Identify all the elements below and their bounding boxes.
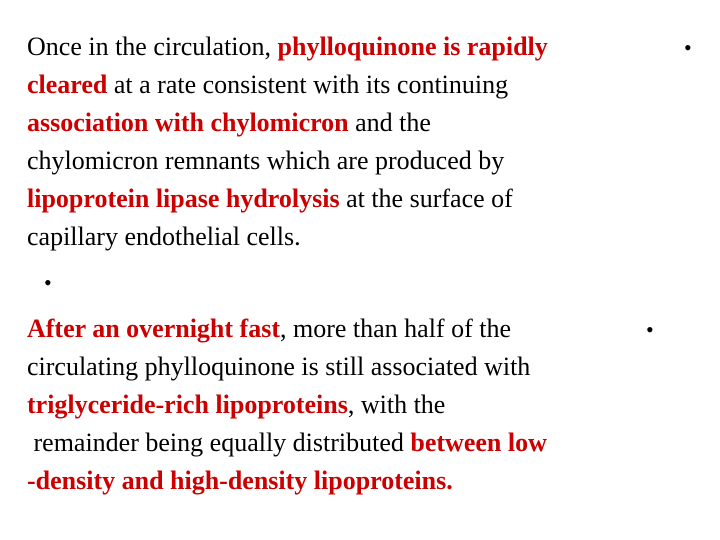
highlight-run: -density and high-density lipoproteins. (27, 466, 453, 495)
text-run: at a rate consistent with its continuing (107, 70, 509, 99)
highlight-run: between low (410, 428, 547, 457)
text-run: , more than half of the (279, 314, 512, 343)
para2-line-2 (27, 352, 530, 382)
bullet-1: • (684, 35, 692, 60)
text-run: at the surface of (339, 184, 513, 213)
para2-line-1 (27, 314, 511, 344)
highlight-run: triglyceride-rich lipoproteins (27, 390, 348, 419)
para1-line-5 (27, 184, 513, 214)
para1-line-4 (27, 146, 504, 176)
para2-line-4 (27, 428, 547, 458)
text-run: remainder being equally distributed (27, 428, 411, 457)
highlight-run: phylloquinone is rapidly (277, 32, 548, 61)
highlight-run: After an overnight fast (27, 314, 280, 343)
para1-line-2 (27, 70, 508, 100)
para2-line-3 (27, 390, 445, 420)
text-run: , with the (347, 390, 446, 419)
text-run: Once in the circulation, (27, 32, 278, 61)
text-run: chylomicron remnants which are produced by (27, 146, 505, 175)
text-run: and the (348, 108, 431, 137)
highlight-run: association with chylomicron (27, 108, 349, 137)
para1-line-3 (27, 108, 431, 138)
para1-line-6 (27, 222, 301, 252)
highlight-run: cleared (27, 70, 108, 99)
highlight-run: lipoprotein lipase hydrolysis (27, 184, 340, 213)
para2-line-5 (27, 466, 453, 496)
bullet-2: • (44, 270, 52, 295)
text-run: capillary endothelial cells. (27, 222, 301, 251)
text-run: circulating phylloquinone is still associated with (27, 352, 531, 381)
para1-line-1 (27, 32, 548, 62)
bullet-3: • (646, 317, 654, 342)
